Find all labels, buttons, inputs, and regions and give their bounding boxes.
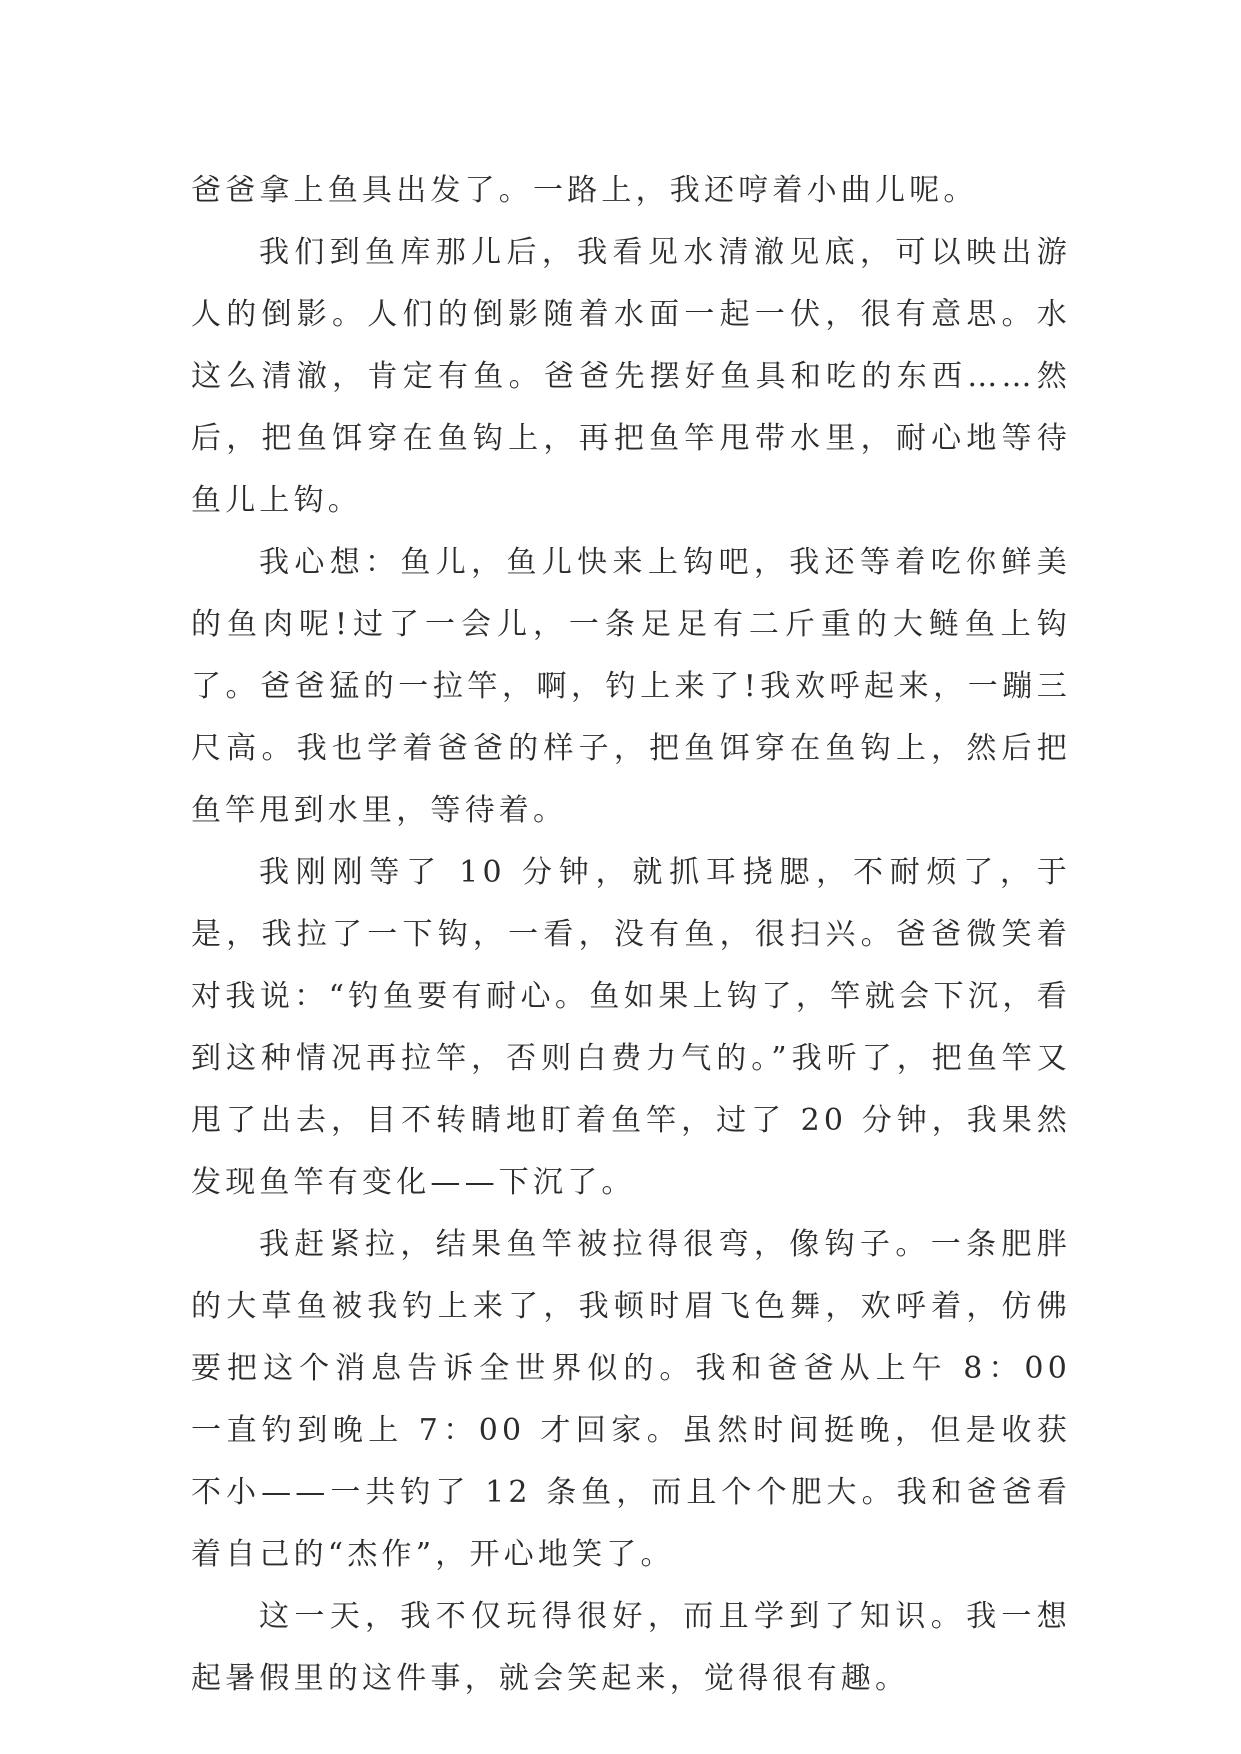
paragraph-1: 爸爸拿上鱼具出发了。一路上，我还哼着小曲儿呢。 <box>191 173 978 208</box>
paragraph-4: 我刚刚等了 10 分钟，就抓耳挠腮，不耐烦了，于是，我拉了一下钩，一看，没有鱼，很扫兴。爸爸微笑着对我说：“钓鱼要有耐心。鱼如果上钩了，竿就会下沉，看到这种情况再拉竿，否则白费力气的。”我听了，把鱼竿又甩了出去，目不转睛地盯着鱼竿，过了 20 分钟，我果然发现鱼竿有变化——下沉了。 <box>191 855 1071 1200</box>
paragraph-6: 这一天，我不仅玩得很好，而且学到了知识。我一想起暑假里的这件事，就会笑起来，觉得很有趣。 <box>191 1599 1071 1696</box>
essay-body <box>191 160 1071 1710</box>
paragraph-3: 我心想：鱼儿，鱼儿快来上钩吧，我还等着吃你鲜美的鱼肉呢!过了一会儿，一条足足有二斤重的大鲢鱼上钩了。爸爸猛的一拉竿，啊，钓上来了!我欢呼起来，一蹦三尺高。我也学着爸爸的样子，把鱼饵穿在鱼钩上，然后把鱼竿甩到水里，等待着。 <box>191 545 1071 828</box>
paragraph-2: 我们到鱼库那儿后，我看见水清澈见底，可以映出游人的倒影。人们的倒影随着水面一起一伏，很有意思。水这么清澈，肯定有鱼。爸爸先摆好鱼具和吃的东西……然后，把鱼饵穿在鱼钩上，再把鱼竿甩带水里，耐心地等待鱼儿上钩。 <box>191 235 1071 518</box>
paragraph-5: 我赶紧拉，结果鱼竿被拉得很弯，像钩子。一条肥胖的大草鱼被我钓上来了，我顿时眉飞色舞，欢呼着，仿佛要把这个消息告诉全世界似的。我和爸爸从上午 8：00 一直钓到晚上 7：00 才回家。虽然时间挺晚，但是收获不小——一共钓了 12 条鱼，而且个个肥大。我和爸爸看着自己的“杰作”，开心地笑了。 <box>191 1227 1071 1572</box>
